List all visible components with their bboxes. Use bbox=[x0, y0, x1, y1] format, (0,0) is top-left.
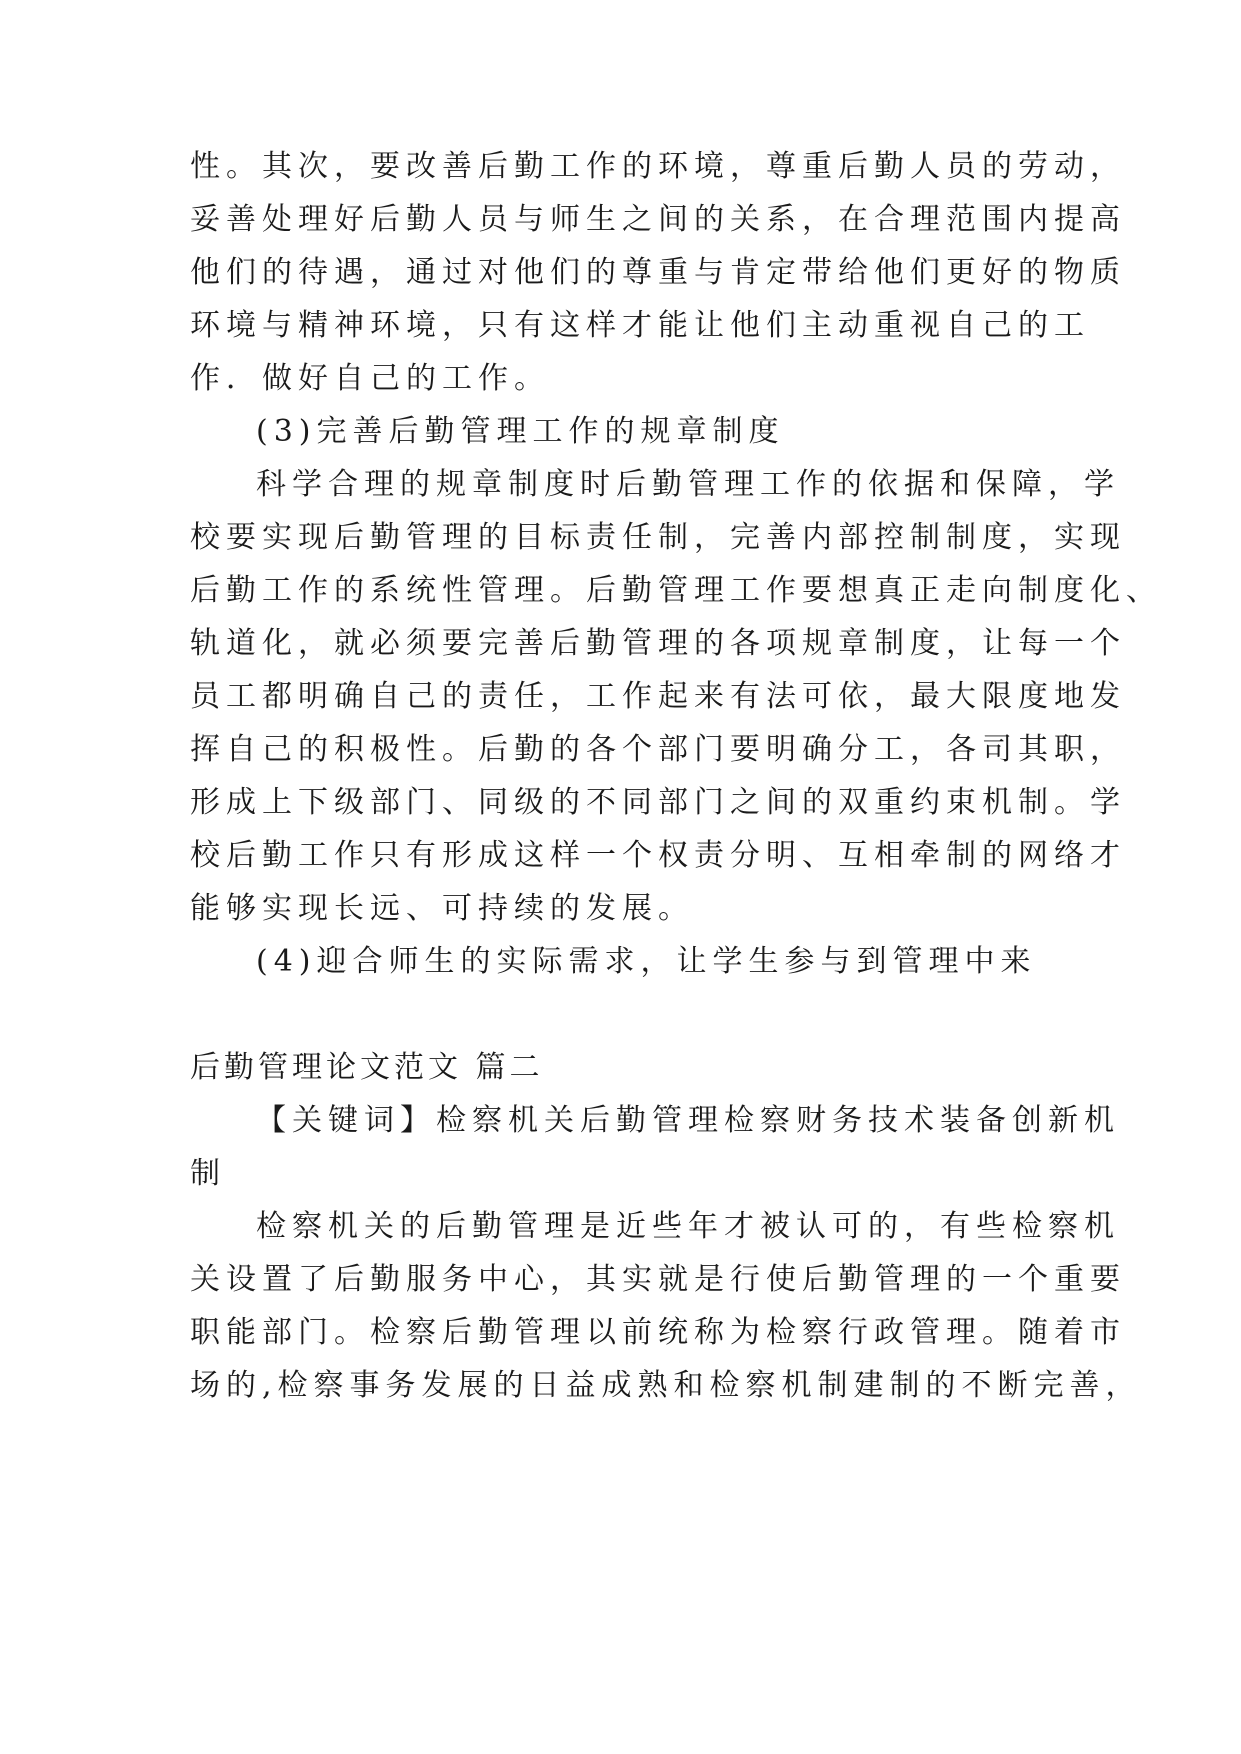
paragraph-line: 轨道化，就必须要完善后勤管理的各项规章制度，让每一个 bbox=[190, 626, 1126, 661]
paragraph-line: 环境与精神环境，只有这样才能让他们主动重视自己的工 bbox=[190, 308, 1090, 343]
paragraph-line: 能够实现长远、可持续的发展。 bbox=[190, 891, 694, 926]
paragraph-line: 形成上下级部门、同级的不同部门之间的双重约束机制。学 bbox=[190, 785, 1126, 820]
paragraph-line: 职能部门。检察后勤管理以前统称为检察行政管理。随着市 bbox=[190, 1315, 1126, 1350]
section-title: 后勤管理论文范文 篇二 bbox=[190, 1050, 544, 1085]
paragraph-line: 后勤工作的系统性管理。后勤管理工作要想真正走向制度化、 bbox=[190, 573, 1162, 608]
paragraph-line: 作．做好自己的工作。 bbox=[190, 361, 550, 396]
paragraph-line: 校后勤工作只有形成这样一个权责分明、互相牵制的网络才 bbox=[190, 838, 1126, 873]
paragraph-line: 科学合理的规章制度时后勤管理工作的依据和保障，学 bbox=[256, 467, 1120, 502]
paragraph-line: 员工都明确自己的责任，工作起来有法可依，最大限度地发 bbox=[190, 679, 1126, 714]
subheading-3: (3)完善后勤管理工作的规章制度 bbox=[256, 414, 785, 449]
keywords-line: 制 bbox=[190, 1156, 226, 1191]
subheading-4: (4)迎合师生的实际需求，让学生参与到管理中来 bbox=[256, 944, 1037, 979]
paragraph-line: 场的,检察事务发展的日益成熟和检察机制建制的不断完善， bbox=[190, 1368, 1142, 1403]
keywords-line: 【关键词】检察机关后勤管理检察财务技术装备创新机 bbox=[256, 1103, 1120, 1138]
paragraph-line: 他们的待遇，通过对他们的尊重与肯定带给他们更好的物质 bbox=[190, 255, 1126, 290]
paragraph-line: 妥善处理好后勤人员与师生之间的关系，在合理范围内提高 bbox=[190, 202, 1126, 237]
paragraph-line: 挥自己的积极性。后勤的各个部门要明确分工，各司其职， bbox=[190, 732, 1126, 767]
paragraph-line: 关设置了后勤服务中心，其实就是行使后勤管理的一个重要 bbox=[190, 1262, 1126, 1297]
paragraph-line: 性。其次，要改善后勤工作的环境，尊重后勤人员的劳动， bbox=[190, 149, 1126, 184]
paragraph-line: 校要实现后勤管理的目标责任制，完善内部控制制度，实现 bbox=[190, 520, 1126, 555]
paragraph-line: 检察机关的后勤管理是近些年才被认可的，有些检察机 bbox=[256, 1209, 1120, 1244]
